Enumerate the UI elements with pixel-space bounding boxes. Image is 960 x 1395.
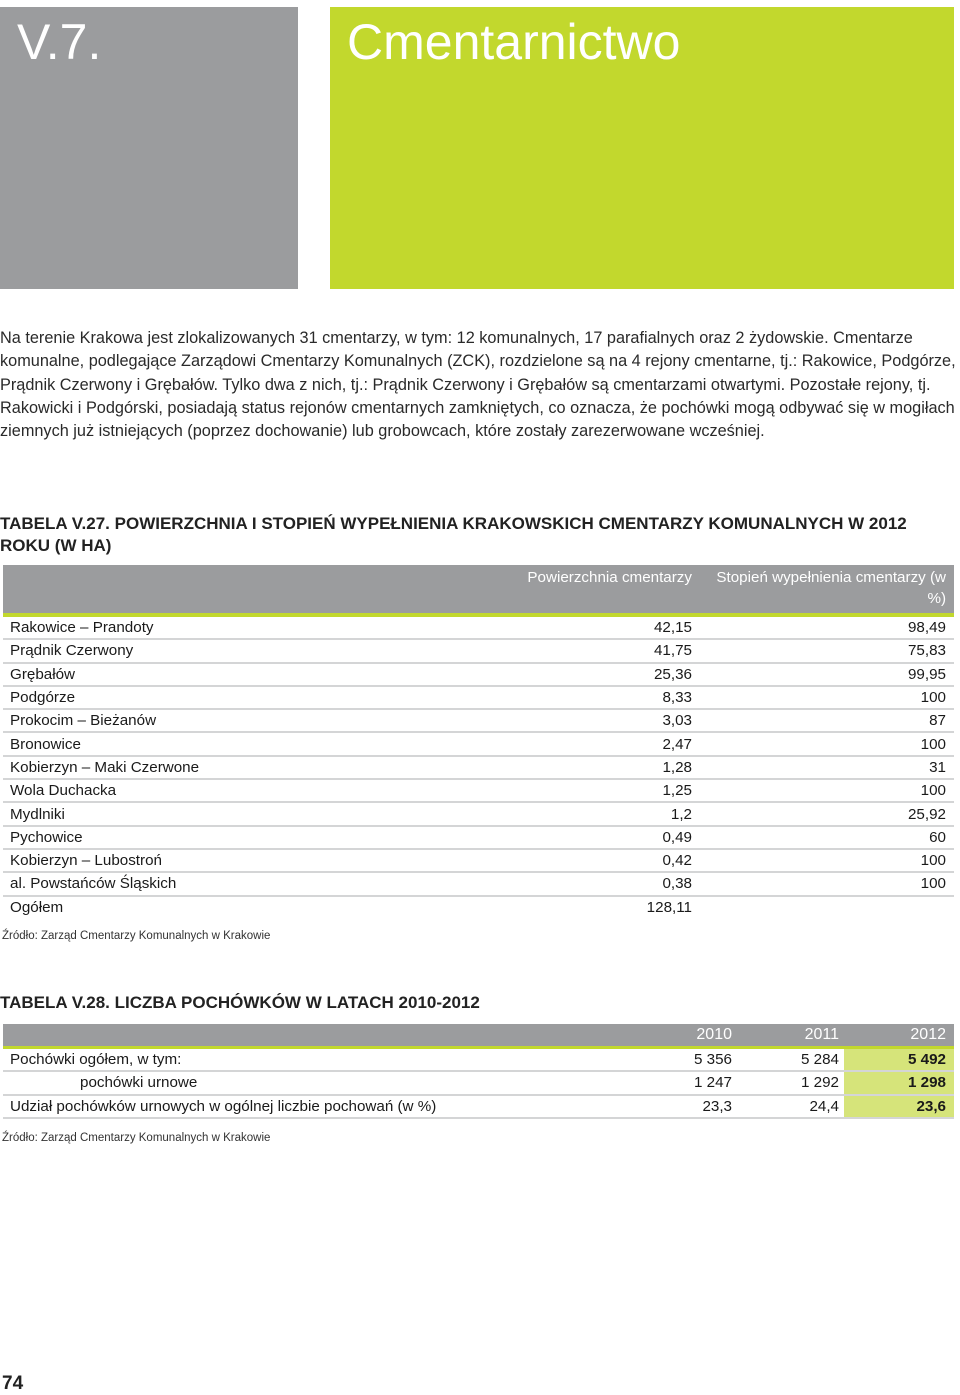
burials-table [3,1024,954,1119]
table-header-row [3,1024,954,1048]
cemetery-area: 1,25 [457,779,716,802]
table-27-title: TABELA V.27. POWIERZCHNIA I STOPIEŃ WYPEŁNIENIA KRAKOWSKICH CMENTARZY KOMUNALNYCH W 2012 ROKU (W HA) [0,514,907,555]
total-fill [716,896,954,918]
cemetery-name: Prądnik Czerwony [3,639,457,662]
cemetery-fill: 25,92 [716,802,954,825]
table-row [3,639,954,662]
cemetery-name: Prokocim – Bieżanów [3,709,457,732]
row-value: 1 247 [630,1071,737,1094]
cemetery-area-table [3,565,954,918]
table-row [3,849,954,872]
cemetery-name: Rakowice – Prandoty [3,615,457,639]
cemetery-area: 42,15 [457,615,716,639]
page-number: 74 [2,1373,24,1394]
table-row [3,1071,954,1094]
row-value-highlight: 1 298 [844,1071,954,1094]
cemetery-name: Kobierzyn – Maki Czerwone [3,756,457,779]
total-label: Ogółem [10,898,64,916]
row-label: pochówki urnowe [3,1071,630,1094]
intro-paragraph [0,327,958,443]
chapter-title: Cmentarnictwo [347,14,681,70]
table-28-source: Źródło: Zarząd Cmentarzy Komunalnych w Krakowie [2,1132,271,1144]
cemetery-fill: 60 [716,826,954,849]
cemetery-fill: 31 [716,756,954,779]
table-row [3,663,954,686]
cemetery-area: 0,38 [457,872,716,895]
cemetery-area: 2,47 [457,732,716,755]
row-value: 24,4 [737,1095,844,1118]
cemetery-fill: 99,95 [716,663,954,686]
cemetery-name: Pychowice [3,826,457,849]
table-row [3,1048,954,1072]
cemetery-area: 3,03 [457,709,716,732]
header-area: Powierzchnia cmentarzy [457,565,716,615]
cemetery-name: al. Powstańców Śląskich [3,872,457,895]
cemetery-area: 8,33 [457,686,716,709]
cemetery-area: 0,49 [457,826,716,849]
table-28-title: TABELA V.28. LICZBA POCHÓWKÓW W LATACH 2010-2012 [0,993,480,1012]
cemetery-area: 25,36 [457,663,716,686]
table-row [3,826,954,849]
row-value-highlight: 23,6 [844,1095,954,1118]
row-value: 23,3 [630,1095,737,1118]
cemetery-name: Grębałów [3,663,457,686]
header-fill: Stopień wypełnienia cmentarzy (w %) [716,565,954,615]
row-value: 5 356 [630,1048,737,1072]
header-year: 2012 [844,1024,954,1048]
table-row [3,779,954,802]
row-value: 5 284 [737,1048,844,1072]
cemetery-name: Mydlniki [3,802,457,825]
total-area: 128,11 [646,898,692,916]
table-27-source: Źródło: Zarząd Cmentarzy Komunalnych w Krakowie [2,930,271,942]
cemetery-fill: 100 [716,872,954,895]
row-value-highlight: 5 492 [844,1048,954,1072]
table-row [3,686,954,709]
header-name-cell [3,565,457,615]
intro-text: Na terenie Krakowa jest zlokalizowanych 31 cmentarzy, w tym: 12 komunalnych, 17 parafialnych oraz 2 żydowskie. Cmentarze komunalne, podlegające Zarządowi Cmentarzy Komunalnych (ZCK), rozdzielone są na 4 rejony cmentarne, tj.: Rakowice, Podgórze, Prądnik Czerwony i Grębałów. Tylko dwa z nich, tj.: Prądnik Czerwony i Grębałów są cmentarzami otwartymi. Pozostałe rejony, tj. Rakowicki i Podgórski, posiadają status rejonów cmentarnych zamkniętych, co oznacza, że pochówki mogą odbywać się w mogiłach ziemnych już istniejących (poprzez dochowanie) lub grobowcach, które zostały zarezerwowane wcześniej. [0,329,956,441]
cemetery-area: 0,42 [457,849,716,872]
chapter-number: V.7. [17,14,102,70]
table-row [3,1095,954,1118]
cemetery-fill: 75,83 [716,639,954,662]
cemetery-fill: 100 [716,732,954,755]
table-row [3,709,954,732]
table-header-row [3,565,954,615]
table-row [3,615,954,639]
table-row [3,802,954,825]
row-label: Pochówki ogółem, w tym: [3,1048,630,1072]
cemetery-name: Kobierzyn – Lubostroń [3,849,457,872]
cemetery-name: Wola Duchacka [3,779,457,802]
cemetery-fill: 100 [716,686,954,709]
header-label-cell [3,1024,630,1048]
table-total-row [3,896,954,918]
table-row [3,732,954,755]
table-row [3,872,954,895]
table-row [3,756,954,779]
cemetery-name: Bronowice [3,732,457,755]
cemetery-fill: 100 [716,779,954,802]
header-year: 2011 [737,1024,844,1048]
cemetery-fill: 100 [716,849,954,872]
cemetery-fill: 98,49 [716,615,954,639]
row-label: Udział pochówków urnowych w ogólnej liczbie pochowań (w %) [3,1095,630,1118]
cemetery-area: 1,2 [457,802,716,825]
header-year: 2010 [630,1024,737,1048]
cemetery-area: 1,28 [457,756,716,779]
cemetery-area: 41,75 [457,639,716,662]
cemetery-fill: 87 [716,709,954,732]
cemetery-name: Podgórze [3,686,457,709]
row-value: 1 292 [737,1071,844,1094]
